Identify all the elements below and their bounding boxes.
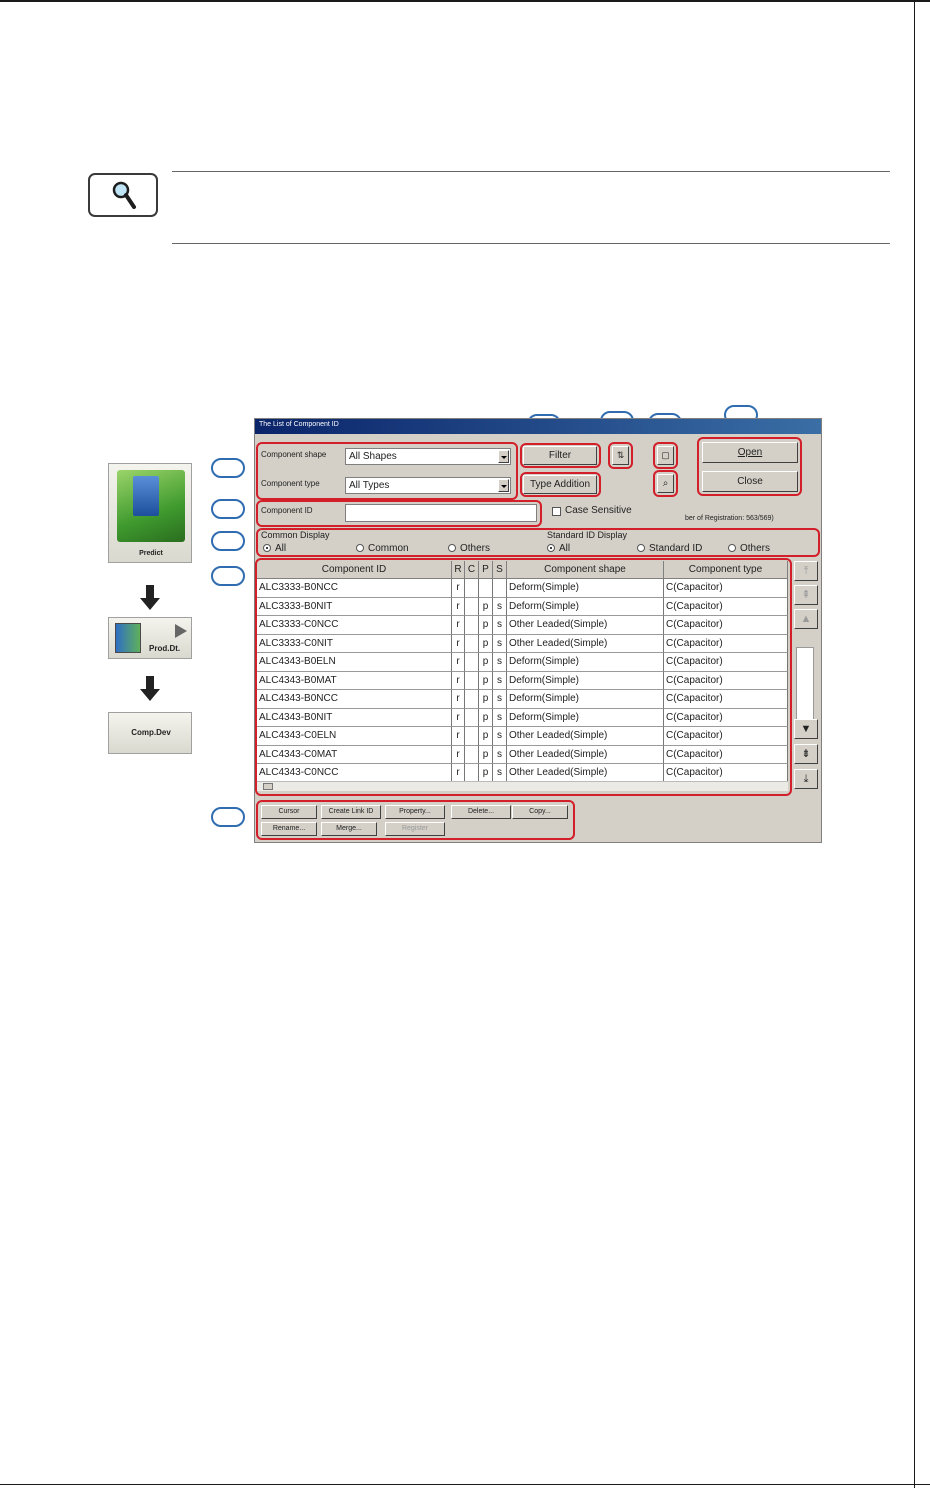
callout-marker — [211, 566, 245, 586]
table-cell: r — [452, 764, 465, 781]
highlight-filter-button — [520, 443, 601, 468]
component-type-label: Component type — [261, 479, 320, 488]
column-header[interactable]: Component shape — [507, 561, 664, 579]
table-cell: ALC4343-C0NCC — [257, 764, 452, 781]
table-cell: s — [493, 764, 507, 781]
table-cell: ALC3333-B0NIT — [257, 598, 452, 617]
table-cell: Deform(Simple) — [507, 672, 664, 691]
table-cell: C(Capacitor) — [664, 598, 788, 617]
table-cell: r — [452, 579, 465, 598]
table-cell: s — [493, 709, 507, 728]
dialog-titlebar[interactable] — [255, 419, 821, 434]
table-cell: p — [479, 709, 493, 728]
table-cell: ALC3333-B0NCC — [257, 579, 452, 598]
table-cell: ALC4343-C0ELN — [257, 727, 452, 746]
table-cell: C(Capacitor) — [664, 727, 788, 746]
highlight-component-id — [256, 500, 542, 527]
table-cell: s — [493, 616, 507, 635]
table-cell: Deform(Simple) — [507, 709, 664, 728]
new-document-icon[interactable]: ▢ — [657, 446, 674, 465]
highlight-table — [255, 558, 792, 796]
column-header[interactable]: P — [479, 561, 493, 579]
page-top-rule — [0, 0, 930, 2]
table-cell: r — [452, 635, 465, 654]
table-cell: p — [479, 598, 493, 617]
copy-button[interactable]: Copy... — [512, 805, 568, 819]
table-cell: Other Leaded(Simple) — [507, 616, 664, 635]
property-button[interactable]: Property... — [385, 805, 445, 819]
note-divider-bottom — [172, 243, 890, 244]
callout-marker — [211, 499, 245, 519]
close-button[interactable]: Close — [702, 471, 798, 492]
table-cell: C(Capacitor) — [664, 653, 788, 672]
table-cell: ALC4343-C0MAT — [257, 746, 452, 765]
register-button[interactable]: Register — [385, 822, 445, 836]
table-cell: s — [493, 727, 507, 746]
common-display-label: Common Display — [261, 530, 330, 540]
open-button[interactable]: Open — [702, 442, 798, 463]
table-cell: p — [479, 672, 493, 691]
sort-icon[interactable]: ⇅ — [612, 446, 629, 465]
column-header[interactable]: C — [465, 561, 479, 579]
page-bottom-rule — [0, 1484, 930, 1485]
table-cell: s — [493, 635, 507, 654]
component-shape-label: Component shape — [261, 450, 327, 459]
column-header[interactable]: R — [452, 561, 465, 579]
predict-server-icon — [133, 476, 159, 516]
component-type-value: All Types — [349, 480, 390, 491]
table-cell: C(Capacitor) — [664, 709, 788, 728]
standard-id-all-label: All — [559, 543, 571, 554]
table-cell: p — [479, 746, 493, 765]
table-cell: Deform(Simple) — [507, 690, 664, 709]
table-cell: ALC4343-B0NIT — [257, 709, 452, 728]
flow-down-arrow-icon — [140, 676, 160, 702]
table-cell: r — [452, 653, 465, 672]
filter-button[interactable]: Filter — [523, 446, 597, 465]
table-cell: r — [452, 709, 465, 728]
highlight-search-button — [653, 470, 678, 497]
table-cell: s — [493, 672, 507, 691]
page-down-icon[interactable]: ⇟ — [794, 744, 818, 764]
table-cell: ALC3333-C0NCC — [257, 616, 452, 635]
table-cell: Other Leaded(Simple) — [507, 727, 664, 746]
prod-data-label: Prod.Dt. — [149, 644, 181, 653]
dialog-title: The List of Component ID — [259, 421, 339, 428]
table-cell: C(Capacitor) — [664, 690, 788, 709]
prod-data-icon — [115, 623, 141, 653]
highlight-sort-button — [608, 442, 633, 469]
highlight-filter-selects — [256, 442, 518, 500]
table-cell: ALC4343-B0NCC — [257, 690, 452, 709]
standard-id-display-label: Standard ID Display — [547, 530, 628, 540]
flow-down-arrow-icon — [140, 585, 160, 611]
table-cell: C(Capacitor) — [664, 579, 788, 598]
page-right-margin-line — [914, 0, 915, 1488]
table-cell: s — [493, 746, 507, 765]
column-header[interactable]: Component ID — [257, 561, 452, 579]
common-display-others-label: Others — [460, 543, 491, 554]
component-id-label: Component ID — [261, 506, 313, 515]
registration-count-text: ber of Registration: 563/569) — [685, 515, 774, 522]
table-cell: p — [479, 690, 493, 709]
standard-id-others-label: Others — [740, 543, 771, 554]
scroll-down-icon[interactable]: ▼ — [794, 719, 818, 739]
table-cell: Other Leaded(Simple) — [507, 764, 664, 781]
column-header[interactable]: S — [493, 561, 507, 579]
note-divider-top — [172, 171, 890, 172]
table-cell: ALC4343-B0ELN — [257, 653, 452, 672]
common-display-all-label: All — [275, 543, 287, 554]
create-link-id-button[interactable]: Create Link ID — [321, 805, 381, 819]
callout-marker — [211, 531, 245, 551]
table-cell: r — [452, 672, 465, 691]
table-cell: p — [479, 653, 493, 672]
table-cell: ALC3333-C0NIT — [257, 635, 452, 654]
table-cell: r — [452, 746, 465, 765]
highlight-bottom-buttons — [256, 800, 575, 840]
table-cell: C(Capacitor) — [664, 746, 788, 765]
table-cell: r — [452, 598, 465, 617]
scroll-to-bottom-icon[interactable]: ⤓ — [794, 769, 818, 789]
scroll-to-top-icon[interactable]: ⤒ — [794, 561, 818, 581]
case-sensitive-label: Case Sensitive — [565, 505, 632, 516]
highlight-display-options — [256, 528, 820, 557]
table-cell: C(Capacitor) — [664, 616, 788, 635]
table-cell: Other Leaded(Simple) — [507, 746, 664, 765]
prod-data-button-image — [108, 617, 192, 659]
table-cell: p — [479, 635, 493, 654]
table-cell: Deform(Simple) — [507, 579, 664, 598]
table-cell: Deform(Simple) — [507, 598, 664, 617]
table-cell: r — [452, 727, 465, 746]
case-sensitive-checkbox[interactable] — [552, 507, 561, 516]
table-cell: C(Capacitor) — [664, 635, 788, 654]
table-cell: C(Capacitor) — [664, 672, 788, 691]
cursor-button[interactable]: Cursor — [261, 805, 317, 819]
comp-dev-button-image — [108, 712, 192, 754]
column-header[interactable]: Component type — [664, 561, 788, 579]
table-cell: s — [493, 598, 507, 617]
component-id-list-dialog — [254, 418, 822, 843]
hint-magnifier-icon — [88, 173, 158, 217]
table-cell: p — [479, 764, 493, 781]
table-cell: ALC4343-B0MAT — [257, 672, 452, 691]
rename-button[interactable]: Rename... — [261, 822, 317, 836]
highlight-open-close-buttons — [697, 437, 802, 496]
page-up-icon[interactable]: ⇞ — [794, 585, 818, 605]
table-cell: r — [452, 616, 465, 635]
type-addition-button[interactable]: Type Addition — [523, 475, 597, 494]
table-cell: s — [493, 653, 507, 672]
vertical-scroll-controls — [794, 561, 820, 795]
predict-label: Predict — [139, 550, 163, 557]
table-cell: Deform(Simple) — [507, 653, 664, 672]
table-cell: Other Leaded(Simple) — [507, 635, 664, 654]
table-cell: p — [479, 727, 493, 746]
predict-button-image — [108, 463, 192, 563]
highlight-type-addition-button — [520, 472, 601, 497]
play-triangle-icon — [175, 624, 187, 638]
common-display-common-label: Common — [368, 543, 409, 554]
table-cell: r — [452, 690, 465, 709]
magnifier-icon — [111, 180, 137, 212]
merge-button[interactable]: Merge... — [321, 822, 377, 836]
comp-dev-label: Comp.Dev — [131, 728, 171, 737]
delete-button[interactable]: Delete... — [451, 805, 511, 819]
highlight-new-button — [653, 442, 678, 469]
scroll-up-icon[interactable]: ▲ — [794, 609, 818, 629]
callout-marker — [211, 458, 245, 478]
callout-marker — [211, 807, 245, 827]
standard-id-standard-label: Standard ID — [649, 543, 703, 554]
table-cell: s — [493, 690, 507, 709]
table-cell: p — [479, 616, 493, 635]
component-shape-value: All Shapes — [349, 451, 397, 462]
table-cell: C(Capacitor) — [664, 764, 788, 781]
search-icon[interactable]: ⌕ — [657, 474, 674, 493]
